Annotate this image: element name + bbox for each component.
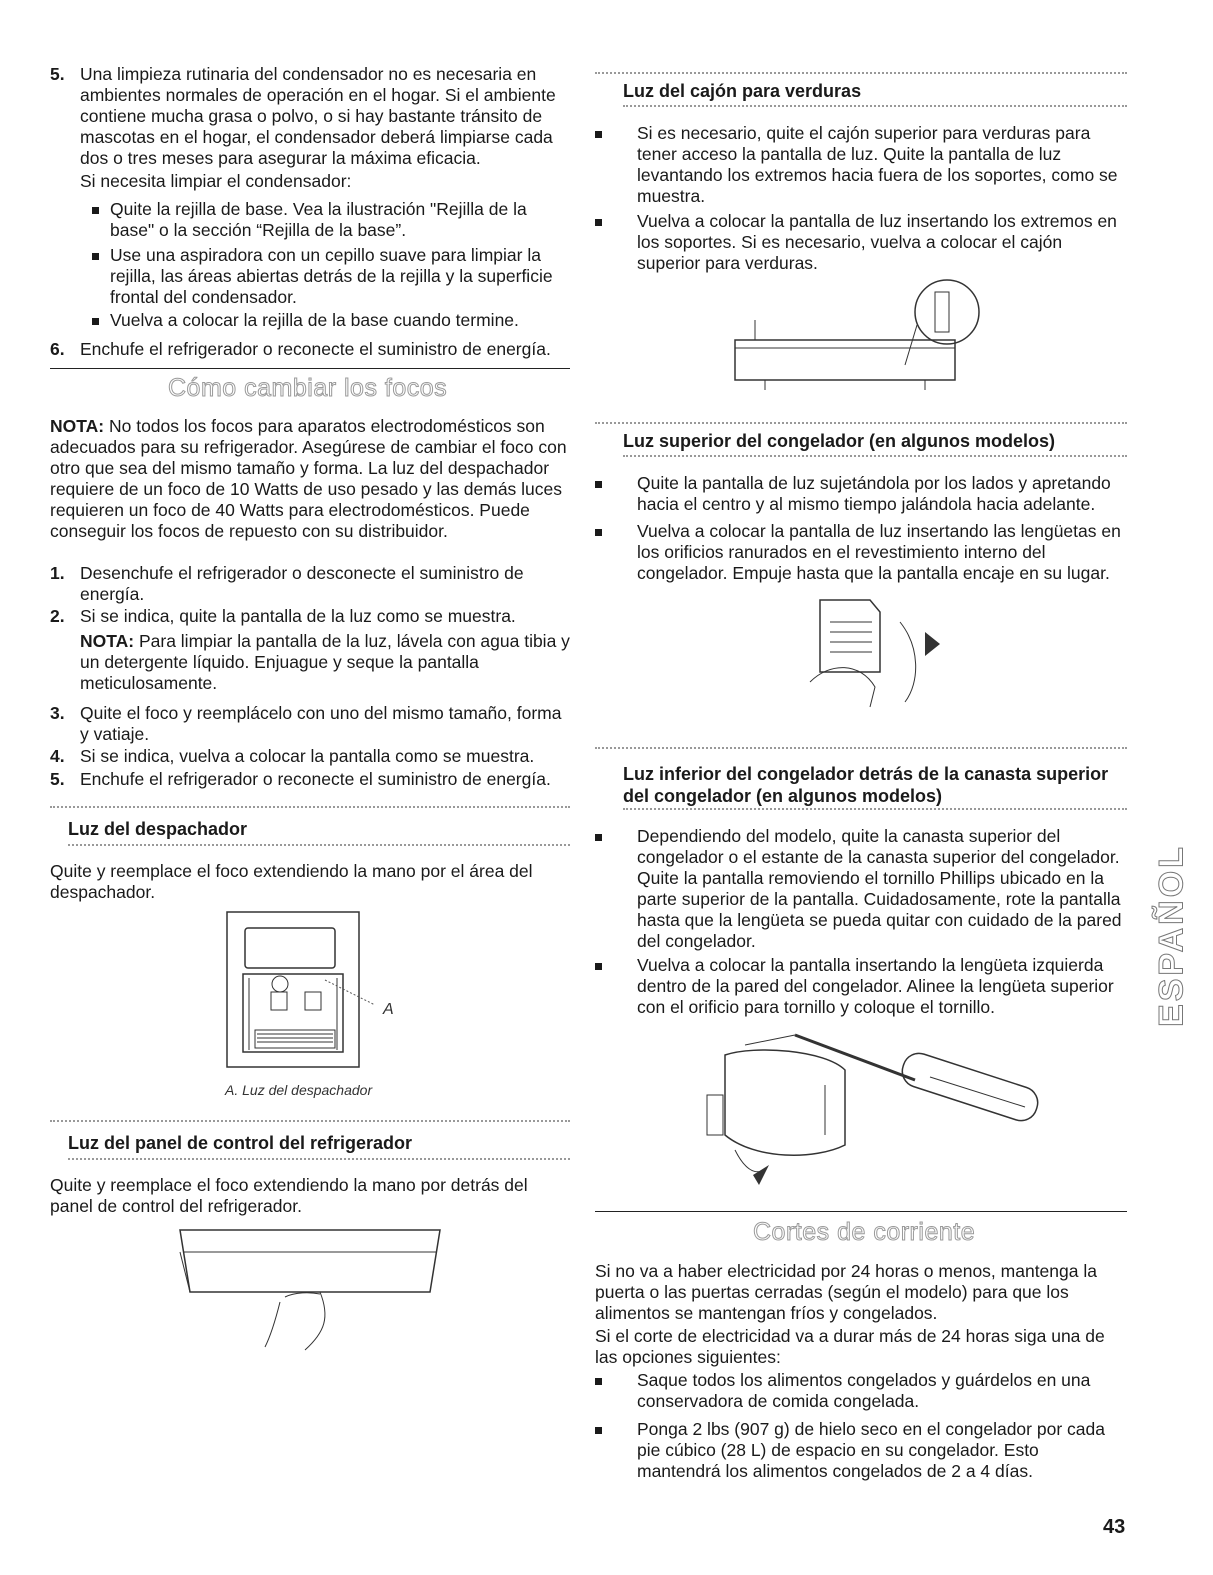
section-rule (50, 368, 570, 369)
outage-bullet-2: Ponga 2 lbs (907 g) de hielo seco en el congelador por cada pie cúbico (28 L) de espacio en su congelador. Esto mantendrá los alimentos congelados de 2 a 4 días. (637, 1419, 1105, 1481)
subsection-dotted-rule (50, 806, 570, 808)
language-side-tab (1152, 800, 1194, 1090)
crisper-illustration (725, 280, 995, 400)
section-title-bulbs: Cómo cambiar los focos (168, 374, 448, 402)
bullet-marker (595, 1378, 602, 1385)
condenser-bullet-2: Use una aspiradora con un cepillo suave para limpiar la rejilla, las áreas abiertas detrás de la rejilla y la superficie frontal del condensador. (110, 245, 553, 307)
note-label: NOTA: (50, 416, 105, 436)
step-2-number: 2. (50, 606, 65, 626)
freezer-bottom-bullet-2: Vuelva a colocar la pantalla insertando la lengüeta izquierda dentro de la pared del congelador. Alinee la lengüeta superior con el orificio para tornillo y coloque el tornillo. (637, 955, 1114, 1017)
control-panel-light-title: Luz del panel de control del refrigerador (68, 1133, 413, 1153)
subsection-dotted-rule (595, 747, 1127, 749)
step-2-note-text: Para limpiar la pantalla de la luz, lávela con agua tibia y un detergente líquido. Enjuague y seque la pantalla meticulosamente. (80, 631, 570, 693)
bullet-marker (595, 529, 602, 536)
freezer-top-light-title: Luz superior del congelador (en algunos modelos) (623, 431, 1056, 451)
subsection-dotted-rule (623, 455, 1127, 457)
step-2-note-label: NOTA: (80, 631, 135, 651)
bullet-marker (92, 253, 99, 260)
step-2-text: Si se indica, quite la pantalla de la luz como se muestra. (80, 606, 516, 626)
step-1-number: 1. (50, 563, 65, 583)
bullet-marker (92, 318, 99, 325)
condenser-intro: Si necesita limpiar el condensador: (80, 171, 352, 191)
subsection-dotted-rule (623, 105, 1127, 107)
freezer-top-bullet-2: Vuelva a colocar la pantalla de luz insertando las lengüetas en los orificios ranurados en el revestimiento interno del congelador. Empuje hasta que la pantalla encaje en su lugar. (637, 521, 1121, 583)
page-number: 43 (1103, 1516, 1126, 1538)
section-title-outages: Cortes de corriente (753, 1218, 976, 1246)
freezer-top-bullet-1: Quite la pantalla de luz sujetándola por los lados y apretando hacia el centro y al mismo tiempo jalándola hacia adelante. (637, 473, 1111, 514)
step-3-number: 3. (50, 703, 65, 723)
freezer-bottom-illustration (695, 1025, 1055, 1185)
subsection-dotted-rule (68, 1158, 570, 1160)
language-side-tab-label: ESPAÑOL (1152, 844, 1191, 1027)
subsection-dotted-rule (595, 422, 1127, 424)
item-5-text: Una limpieza rutinaria del condensador no es necesaria en ambientes normales de operación en el hogar. Si el ambiente contiene mucha grasa o polvo, o si hay bastante tránsito de mascotas en el hogar, el condensador deberá limpiarse cada dos o tres meses para asegurar la máxima eficacia. (80, 64, 556, 168)
step-1-text: Desenchufe el refrigerador o desconecte el suministro de energía. (80, 563, 524, 604)
dispenser-light-title: Luz del despachador (68, 819, 248, 839)
subsection-dotted-rule (50, 1120, 570, 1122)
step-5-text: Enchufe el refrigerador o reconecte el suministro de energía. (80, 769, 551, 789)
dispenser-illustration (225, 910, 365, 1070)
crisper-bullet-2: Vuelva a colocar la pantalla de luz insertando los extremos en los soportes. Si es necesario, vuelva a colocar el cajón superior para verduras. (637, 211, 1117, 273)
outage-bullet-1: Saque todos los alimentos congelados y guárdelos en una conservadora de comida congelada. (637, 1370, 1091, 1411)
freezer-top-illustration (800, 592, 960, 712)
item-6-number: 6. (50, 339, 65, 359)
section-rule (595, 1211, 1127, 1212)
step-4-number: 4. (50, 746, 65, 766)
bullet-marker (595, 834, 602, 841)
condenser-bullet-3: Vuelva a colocar la rejilla de la base cuando termine. (110, 310, 519, 330)
item-5-number: 5. (50, 64, 65, 84)
condenser-bullet-1: Quite la rejilla de base. Vea la ilustración "Rejilla de la base" o la sección “Rejilla de la base”. (110, 199, 527, 240)
bulbs-note (50, 416, 570, 542)
subsection-dotted-rule (68, 844, 570, 846)
step-2-note (80, 631, 570, 694)
item-6-text: Enchufe el refrigerador o reconecte el suministro de energía. (80, 339, 551, 359)
bullet-marker (595, 1427, 602, 1434)
dispenser-callout-label: A (383, 1001, 394, 1018)
note-text: No todos los focos para aparatos electrodomésticos son adecuados para su refrigerador. Asegúrese de cambiar el foco con otro que sea del mismo tamaño y forma. La luz del despachador requiere de un foco de 10 Watts de uso pesado y las demás luces requieren un foco de 40 Watts para electrodomésticos. Puede conseguir los focos de repuesto con su distribuidor. (50, 416, 567, 541)
subsection-dotted-rule (623, 808, 1127, 810)
control-panel-illustration (170, 1222, 450, 1352)
crisper-bullet-1: Si es necesario, quite el cajón superior para verduras para tener acceso la pantalla de luz. Quite la pantalla de luz levantando los extremos hacia fuera de los soportes, como se muestra. (637, 123, 1118, 206)
bullet-marker (92, 207, 99, 214)
freezer-bottom-light-title: Luz inferior del congelador detrás de la canasta superior del congelador (en algunos modelos) (623, 764, 1109, 806)
bullet-marker (595, 481, 602, 488)
outage-paragraph-1: Si no va a haber electricidad por 24 horas o menos, mantenga la puerta o las puertas cerradas (según el modelo) para que los alimentos se mantengan fríos y congelados. (595, 1261, 1097, 1323)
subsection-dotted-rule (595, 72, 1127, 74)
bullet-marker (595, 219, 602, 226)
outage-paragraph-2: Si el corte de electricidad va a durar más de 24 horas siga una de las opciones siguientes: (595, 1326, 1105, 1367)
bullet-marker (595, 131, 602, 138)
step-4-text: Si se indica, vuelva a colocar la pantalla como se muestra. (80, 746, 535, 766)
dispenser-caption: A. Luz del despachador (225, 1082, 373, 1098)
bullet-marker (595, 963, 602, 970)
step-5-number: 5. (50, 769, 65, 789)
crisper-light-title: Luz del cajón para verduras (623, 81, 862, 101)
freezer-bottom-bullet-1: Dependiendo del modelo, quite la canasta superior del congelador o el estante de la canasta superior del congelador. Quite la pantalla removiendo el tornillo Phillips ubicado en la parte superior de la pantalla. Cuidadosamente, rote la pantalla hasta que la lengüeta se pueda quitar con cuidado de la pared del congelador. (637, 826, 1122, 951)
control-panel-light-text: Quite y reemplace el foco extendiendo la mano por detrás del panel de control del refrigerador. (50, 1175, 528, 1216)
dispenser-light-text: Quite y reemplace el foco extendiendo la mano por el área del despachador. (50, 861, 533, 902)
step-3-text: Quite el foco y reemplácelo con uno del mismo tamaño, forma y vatiaje. (80, 703, 562, 744)
